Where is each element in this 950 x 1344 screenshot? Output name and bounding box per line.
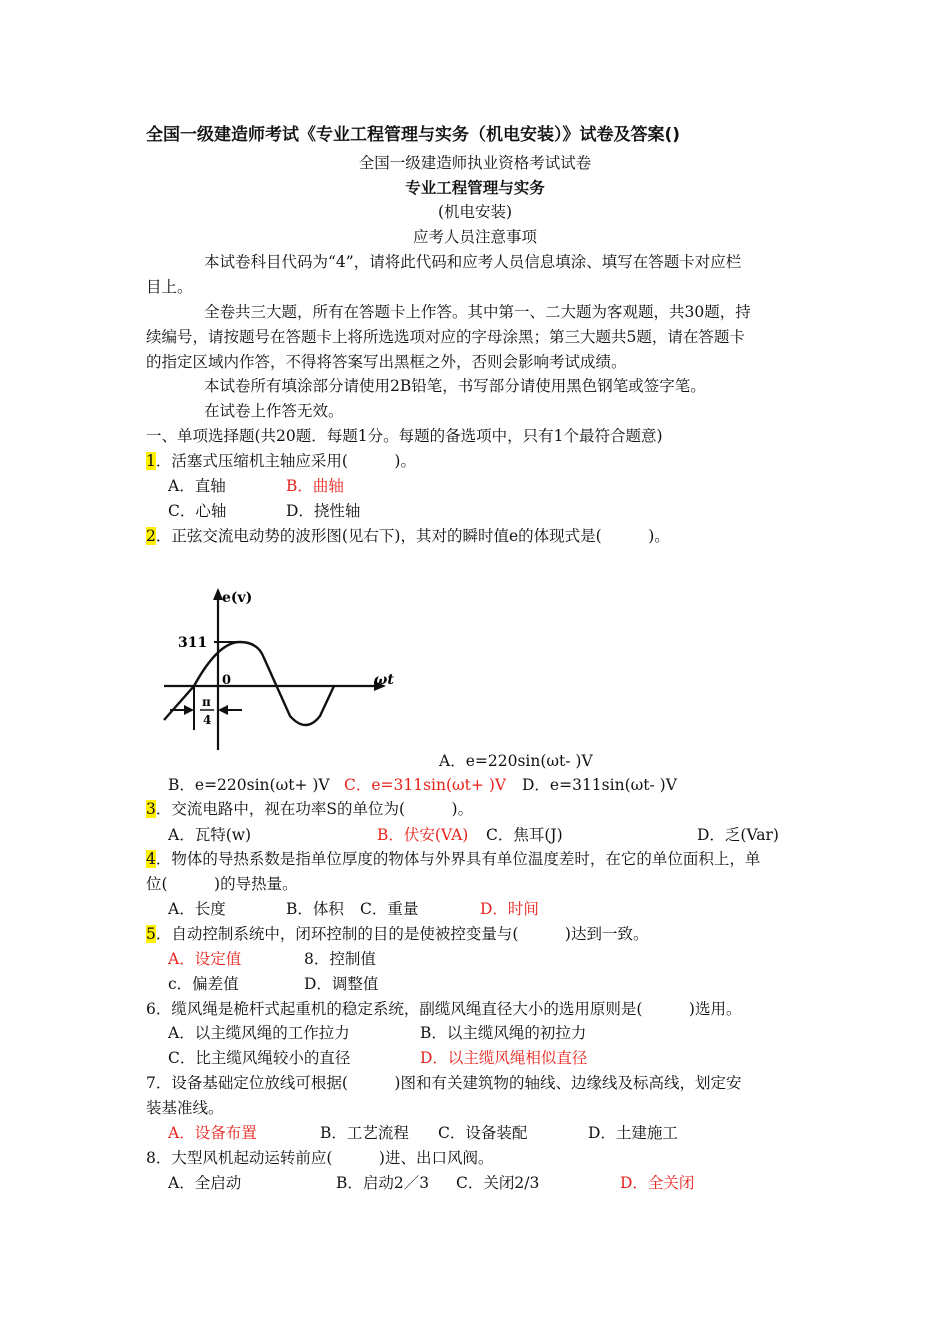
option-a: A．长度 xyxy=(168,900,226,918)
question-number: 1 xyxy=(146,452,156,470)
option-c-answer: C．e=311sin(ωt+ )V xyxy=(344,776,507,794)
document-title: 全国一级建造师考试《专业工程管理与实务（机电安装）》试卷及答案() xyxy=(146,125,681,145)
question-2 xyxy=(146,525,670,547)
question-6: 6．缆风绳是桅杆式起重机的稳定系统，副缆风绳直径大小的选用原则是( )选用。 xyxy=(146,1000,742,1018)
question-text: ．自动控制系统中，闭环控制的目的是使被控变量与( )达到一致。 xyxy=(155,925,649,943)
question-7-cont: 装基准线。 xyxy=(146,1099,224,1117)
question-number: 2 xyxy=(146,527,156,545)
option-c: C．比主缆风绳较小的直径 xyxy=(168,1049,351,1067)
origin-label: 0 xyxy=(222,673,232,688)
question-7: 7．设备基础定位放线可根据( )图和有关建筑物的轴线、边缘线及标高线，划定安 xyxy=(146,1074,742,1092)
shift-denominator: 4 xyxy=(203,713,212,727)
shift-numerator: π xyxy=(202,695,211,709)
option-c: C．心轴 xyxy=(168,502,227,520)
sine-curve xyxy=(164,642,334,725)
option-a: A．全启动 xyxy=(168,1174,242,1192)
option-a: A．以主缆风绳的工作拉力 xyxy=(168,1024,350,1042)
option-a-answer: A．设备布置 xyxy=(168,1124,257,1142)
option-c: C．焦耳(J) xyxy=(486,826,563,844)
shift-arrowhead-left xyxy=(184,705,194,715)
option-c: C．关闭2/3 xyxy=(456,1174,540,1192)
option-d-answer: D．全关闭 xyxy=(620,1174,695,1192)
option-a-answer: A．设定值 xyxy=(168,950,242,968)
question-number: 4 xyxy=(146,850,156,868)
option-d: D．调整值 xyxy=(304,975,379,993)
notice-line: 本试卷科目代码为“4”，请将此代码和应考人员信息填涂、填写在答题卡对应栏 xyxy=(204,253,742,271)
option-d-answer: D．时间 xyxy=(480,900,539,918)
option-d: D．挠性轴 xyxy=(286,502,361,520)
option-c: C．设备装配 xyxy=(438,1124,528,1142)
question-1 xyxy=(146,450,416,472)
question-text: ．物体的导热系数是指单位厚度的物体与外界具有单位温度差时，在它的单位面积上，单 xyxy=(155,850,761,868)
option-b: B．体积 xyxy=(286,900,344,918)
x-axis-label: ωt xyxy=(374,672,394,688)
shift-arrowhead-right xyxy=(218,705,228,715)
peak-label: 311 xyxy=(178,635,208,651)
option-b-answer: B．伏安(VA) xyxy=(377,826,469,844)
notice-heading: 应考人员注意事项 xyxy=(412,228,537,246)
specialty-label: (机电安装) xyxy=(437,203,513,221)
option-c: c．偏差值 xyxy=(168,975,239,993)
option-b-answer: B．曲轴 xyxy=(286,477,344,495)
exam-subtitle: 全国一级建造师执业资格考试试卷 xyxy=(358,154,592,172)
option-a: A．瓦特(w) xyxy=(168,826,252,844)
option-b: B．启动2／3 xyxy=(336,1174,430,1192)
option-d: D．乏(Var) xyxy=(697,826,779,844)
sine-wave-figure xyxy=(150,580,410,760)
question-8: 8．大型风机起动运转前应( )进、出口风阀。 xyxy=(146,1149,494,1167)
question-5 xyxy=(146,923,648,945)
option-a: A．直轴 xyxy=(168,477,226,495)
question-number: 3 xyxy=(146,800,156,818)
option-c: C．重量 xyxy=(360,900,419,918)
option-d: D．e=311sin(ωt- )V xyxy=(522,776,677,794)
option-b: 8．控制值 xyxy=(304,950,376,968)
subject-title: 专业工程管理与实务 xyxy=(405,178,545,197)
option-b: B．以主缆风绳的初拉力 xyxy=(420,1024,587,1042)
notice-line: 在试卷上作答无效。 xyxy=(204,402,344,420)
notice-line: 本试卷所有填涂部分请使用2B铅笔，书写部分请使用黑色钢笔或签字笔。 xyxy=(204,377,706,395)
question-3 xyxy=(146,798,473,820)
option-d-answer: D．以主缆风绳相似直径 xyxy=(420,1049,588,1067)
option-b: B．e=220sin(ωt+ )V xyxy=(168,776,330,794)
option-d: D．土建施工 xyxy=(588,1124,678,1142)
notice-line: 的指定区域内作答，不得将答案写出黑框之外，否则会影响考试成绩。 xyxy=(146,353,627,371)
notice-line: 目上。 xyxy=(146,278,193,296)
question-text: ．活塞式压缩机主轴应采用( )。 xyxy=(155,452,416,470)
option-a: A．e=220sin(ωt- )V xyxy=(439,752,593,770)
question-4 xyxy=(146,848,760,870)
question-4-cont: 位( )的导热量。 xyxy=(146,875,298,893)
question-number: 5 xyxy=(146,925,156,943)
notice-line: 全卷共三大题，所有在答题卡上作答。其中第一、二大题为客观题，共30题，持 xyxy=(204,303,751,321)
y-axis-label: e(v) xyxy=(222,590,253,606)
notice-line: 续编号，请按题号在答题卡上将所选选项对应的字母涂黑；第三大题共5题，请在答题卡 xyxy=(146,328,745,346)
section-heading: 一、单项选择题(共20题．每题1分。每题的备选项中，只有1个最符合题意) xyxy=(146,427,663,445)
question-text: ．正弦交流电动势的波形图(见右下)，其对的瞬时值e的体现式是( )。 xyxy=(155,527,670,545)
option-b: B．工艺流程 xyxy=(320,1124,409,1142)
question-text: ．交流电路中，视在功率S的单位为( )。 xyxy=(155,800,474,818)
